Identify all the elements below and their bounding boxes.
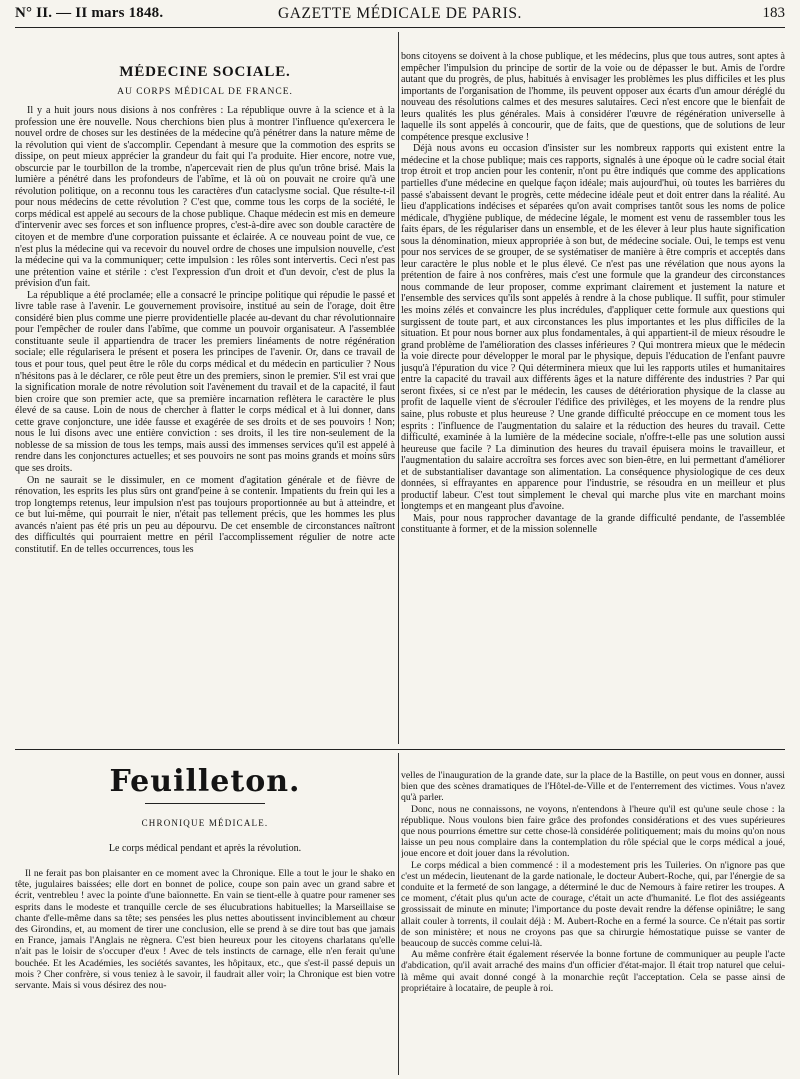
feuilleton-left-column bbox=[15, 753, 395, 1073]
page-number: 183 bbox=[762, 5, 785, 21]
article-left-column bbox=[15, 64, 395, 744]
feuilleton-paragraph: Donc, nous ne connaissons, ne voyons, n'entendons à l'heure qu'il est qu'une seule chose : la république. Nous voulons bien faire grâce des profondes considérations et des vues supérieures que nous pourrions émettre sur cette chose-là considérée politiquement; mais du moins qu'on nous laisse un peu nous complaire dans la contemplation du rôle spécial que le corps médical a joué, joue encore et doit jouer dans la révolution. bbox=[401, 803, 785, 860]
chronicle-title: CHRONIQUE MÉDICALE. bbox=[141, 818, 269, 828]
article-right-column bbox=[401, 51, 785, 744]
column-rule bbox=[398, 753, 399, 1075]
article-paragraph: On ne saurait se le dissimuler, en ce moment d'agitation générale et de fièvre de rénovation, les esprits les plus sûrs ont grand'peine à se contenir. Impatients du frein qui les a trop longtemps retenus, leur impulsion n'est pas toujours proportionnée au but à atteindre, et ce but lui-même, qui pourrait le nier, n'était pas tellement précis, que les hommes les plus avancés n'aient pas été pris un peu au dépourvu. De cet ensemble de circonstances naîtront des difficultés qui pourraient mettre en péril l'accomplissement régulier de notre acte constitutif. En de telles occurrences, tous les bbox=[15, 474, 395, 555]
feuilleton-paragraph: velles de l'inauguration de la grande date, sur la place de la Bastille, on peut vous en donner, aussi bien que des scènes dramatiques de l'Hôtel-de-Ville et de l'enterrement des victimes. Vous n'avez qu'à parler. bbox=[401, 770, 785, 804]
feuilleton-paragraph: Il ne ferait pas bon plaisanter en ce moment avec la Chronique. Elle a tout le jour le shako en tête, jugulaires baissées; elle dort en bonnet de police, coupe son pain avec un grand sabre et écrit, ventrebleu ! avec la pointe d'une baïonnette. En vain se tient-elle à quatre pour ramener ses esprits dans le modeste et tranquille cercle de ses élucubrations habituelles; la Marseillaise se chante d'elle-même dans sa tête; ses pensées les plus nettes aboutissent invinciblement au chœur des Girondins, et, au moment de tirer une conclusion, elle se prend à se dire tout bas que jamais en France, jamais l'Anglais ne règnera. C'est bien heureux pour les citoyens charlatans qu'elle n'ait pas le loisir de s'occuper d'eux ! Avec de tels instincts de carnage, elle n'en ferait qu'une bouchée. Et les Académies, les sociétés savantes, les hôpitaux, etc., que s'est-il passé depuis un mois ? Cher confrère, si vous teniez à le savoir, il faudrait aller voir; la Chronique est bien votre servante. Mais si vous désirez des nou- bbox=[15, 868, 395, 992]
chronicle-subtitle: Le corps médical pendant et après la révolution. bbox=[108, 843, 302, 854]
article-subtitle: AU CORPS MÉDICAL DE FRANCE. bbox=[117, 87, 293, 97]
feuilleton-paragraph: Au même confrère était également réservée la bonne fortune de communiquer au peuple l'acte d'abdication, qu'il avait arraché des mains d'un officier d'état-major. Il était trop naturel que celui-là même qui avait donné congé à la monarchie reçût l'acceptation. Cela se passe ainsi de propriétaire à locataire, de peuple à roi. bbox=[401, 949, 785, 994]
article-paragraph: Déjà nous avons eu occasion d'insister sur les nombreux rapports qui existent entre la médecine et la chose publique; mais ces rapports, signalés à une époque où le cadre social était trop étroit et trop ancien pour les contenir, n'ont pu être indiqués que comme des applications partielles d'une médecine en quelque façon idéale; mais aujourd'hui, où toutes les barrières du passé s'abaissent devant le progrès, cette médecine idéale peut et doit entrer dans la réalité. Au lieu d'applications indécises et séparées qu'on avait comprises tantôt sous les noms de police médicale, d'hygiène publique, de médecine légale, le moment est venu de rassembler tous les faits épars, de les régulariser dans un ensemble, et de les élever à leur plus haute signification sous la dénomination, mieux appropriée à son but, de médecine sociale. Oui, le temps est venu pour nos services de se grouper, de se systématiser de manière à être compris et acceptés dans leur caractère le plus noble et le plus élevé. Ce n'est pas une révélation que nous ayons la prétention de faire à nos confrères, mais c'est une formule que la grandeur des circonstances nous commande de leur proposer, comme exprimant clairement et justement la nature et l'ensemble des services qu'ils sont appelés à rendre à la chose publique. Il suffit, pour stimuler les moins zélés et convaincre les plus incrédules, d'appliquer cette formule aux questions qui surgissent de toute part, et aux circonstances les plus importantes et les plus difficiles de la situation. Et pour nous borner aux plus fondamentales, à qui appartient-il de mieux résoudre le grand problème de l'amélioration des classes inférieures ? Qui montrera mieux que le médecin la voie directe pour développer le moral par le physique, depuis l'éducation de l'enfant pauvre jusqu'à l'épuration du vice ? Qui déterminera mieux que lui les rapports utiles et humanitaires entre la capacité du travail aux différents âges et la nature différente des industries ? Par qui seront fixées, si ce n'est par le médecin, les causes de détérioration physique de la classe au profit de laquelle vient de s'écrouler l'édifice des privilèges, et les moyens de la rendre plus saine, plus robuste et plus heureuse ? Une grande difficulté préoccupe en ce moment tous les esprits : l'influence de l'augmentation du salaire et la réduction des heures du travail. Cette difficulté, examinée à la lumière de la médecine sociale, n'offre-t-elle pas une solution aussi heureuse que facile ? La diminution des heures du travail épuisera moins le travailleur, et l'augmentation du salaire accroîtra ses forces avec son bien-être, en lui permettant d'améliorer et de substantialiser davantage son alimentation. La conséquence physiologique de ces deux données, si effrayantes en apparence pour l'industrie, se résoudra en un meilleur et plus productif labeur. C'est tout simplement le cheval qui marche plus vite en marchant moins longtemps et en mangeant plus d'avoine. bbox=[401, 143, 785, 513]
title-underline bbox=[145, 803, 265, 804]
feuilleton-right-column bbox=[401, 770, 785, 1075]
feuilleton-rule bbox=[15, 749, 785, 750]
section-title: MÉDECINE SOCIALE. bbox=[119, 64, 291, 80]
feuilleton-title-text: Feuilleton. bbox=[109, 764, 301, 799]
article-paragraph: Mais, pour nous rapprocher davantage de la grande difficulté pendante, de l'assemblée constituante à former, et de la mission solennelle bbox=[401, 512, 785, 536]
feuilleton-title bbox=[15, 765, 395, 804]
running-head bbox=[15, 5, 785, 28]
article-paragraph: Il y a huit jours nous disions à nos confrères : La république ouvre à la science et à la profession une ère nouvelle. Nous cherchions bien plus à montrer l'influence qu'exercera le nouvel ordre de choses sur les destinées de la médecine qu'à pénétrer dans la nature même de la révolution qui vient de s'accomplir. Cependant à mesure que la commotion des esprits se dissipe, on peut mieux apprécier la grandeur du fait qui l'a produite. Hier encore, notre vue, obscurcie par le tourbillon de la trombe, n'apercevait rien de plus qu'un trône brisé. Mais la lumière a pénétré dans les profondeurs de l'abîme, et là où on pouvait ne croire qu'à une révolution politique, on a reconnu tous les caractères d'un cataclysme social. Que résulte-t-il pour nous médecins de cette révolution ? C'est que, comme tous les corps de la société, le corps médical est appelé au secours de la chose publique. Chaque médecin est mis en demeure d'intervenir avec ses forces et son influence propres, c'est-à-dire avec son double caractère de citoyen et de membre d'une corporation puissante et éclairée. A ce nouveau point de vue, ce n'est plus la médecine qui va recevoir du nouvel ordre de choses une impulsion nouvelle, c'est la médecine qui va la communiquer; cette impulsion : les rôles sont intervertis. Ceci n'est pas une prétention vaine et stérile : c'est l'expression d'un droit et d'un devoir, c'est de plus la prévision d'un fait. bbox=[15, 105, 395, 290]
article-paragraph: La république a été proclamée; elle a consacré le principe politique qui répudie le passé et livre table rase à l'avenir. Le gouvernement provisoire, institué au sein de l'orage, doit être considéré bien plus comme une pierre providentielle placée au-devant du char révolutionnaire pour l'empêcher de rouler dans l'abîme, que comme un pouvoir organisateur. A l'assemblée constituante seule il appartiendra de tracer les premiers linéaments de notre régénération sociale; elle régularisera le présent et posera les principes de l'avenir. Or, dans ce travail de tous et pour tous, quel peut être le rôle du corps médical et du médecin en particulier ? Nous n'hésitons pas à le déclarer, ce rôle peut être un des premiers, sinon le premier. S'il est vrai que la signification morale de notre révolution soit l'avènement du travail et de la capacité, il faut bien croire que son premier acte, que sa première incarnation reflètera le caractère le plus élevé de sa cause. Loin de nous de chercher à flatter le corps médical et à lui donner, dans cette grave conjoncture, une idée fausse et exagérée de ses droits et de ses pouvoirs ! Non; nous le lui disons avec une entière conviction : ses droits, il les tire non-seulement de la noblesse de sa mission de tous les temps, mais aussi des immenses services qu'il est appelé à rendre dans les conjonctures actuelles; et ses pouvoirs ne sont pas moins grands et moins sûrs que ses droits. bbox=[15, 289, 395, 474]
issue-date: N° II. — II mars 1848. bbox=[15, 5, 164, 21]
journal-title: GAZETTE MÉDICALE DE PARIS. bbox=[277, 5, 523, 22]
column-rule bbox=[398, 32, 399, 744]
feuilleton-paragraph: Le corps médical a bien commencé : il a modestement pris les Tuileries. On n'ignore pas que c'est un médecin, lieutenant de la garde nationale, le docteur Aubert-Roche, qui, par l'énergie de sa conduite et la fermeté de son langage, a déterminé le duc de Nemours à faire retirer les troupes. A ce moment, c'était plus qu'un acte de courage, c'était un acte d'humanité. Le flot des assiégeants grossissait de minute en minute; l'importance du poste devait rendre la défense opiniâtre; le sang allait couler à torrents, il coulait déjà : M. Aubert-Roche en a fermé la source. Ce n'était pas sortir de son ministère; et nous ne croyons pas que sa chirurgie hémostatique puisse se vanter de beaucoup de succès comme celui-là. bbox=[401, 859, 785, 950]
article-paragraph: bons citoyens se doivent à la chose publique, et les médecins, plus que tous autres, sont aptes à empêcher l'impulsion du principe de sortir de la voie ou de dépasser le but. Amis de l'ordre autant que du progrès, de plus, habitués à envisager les problèmes les plus difficiles et les plus importants de l'organisation de l'homme, ils peuvent opposer aux écarts d'un amour déréglé du nouveau des résolutions calmes et des mesures salutaires. Ceci n'est encore que le bienfait de leurs qualités les plus générales. Mais à considérer l'œuvre de régénération universelle à laquelle ils sont appelés à concourir, que de faits, que de questions, que de solutions de leur compétence presque exclusive ! bbox=[401, 51, 785, 143]
